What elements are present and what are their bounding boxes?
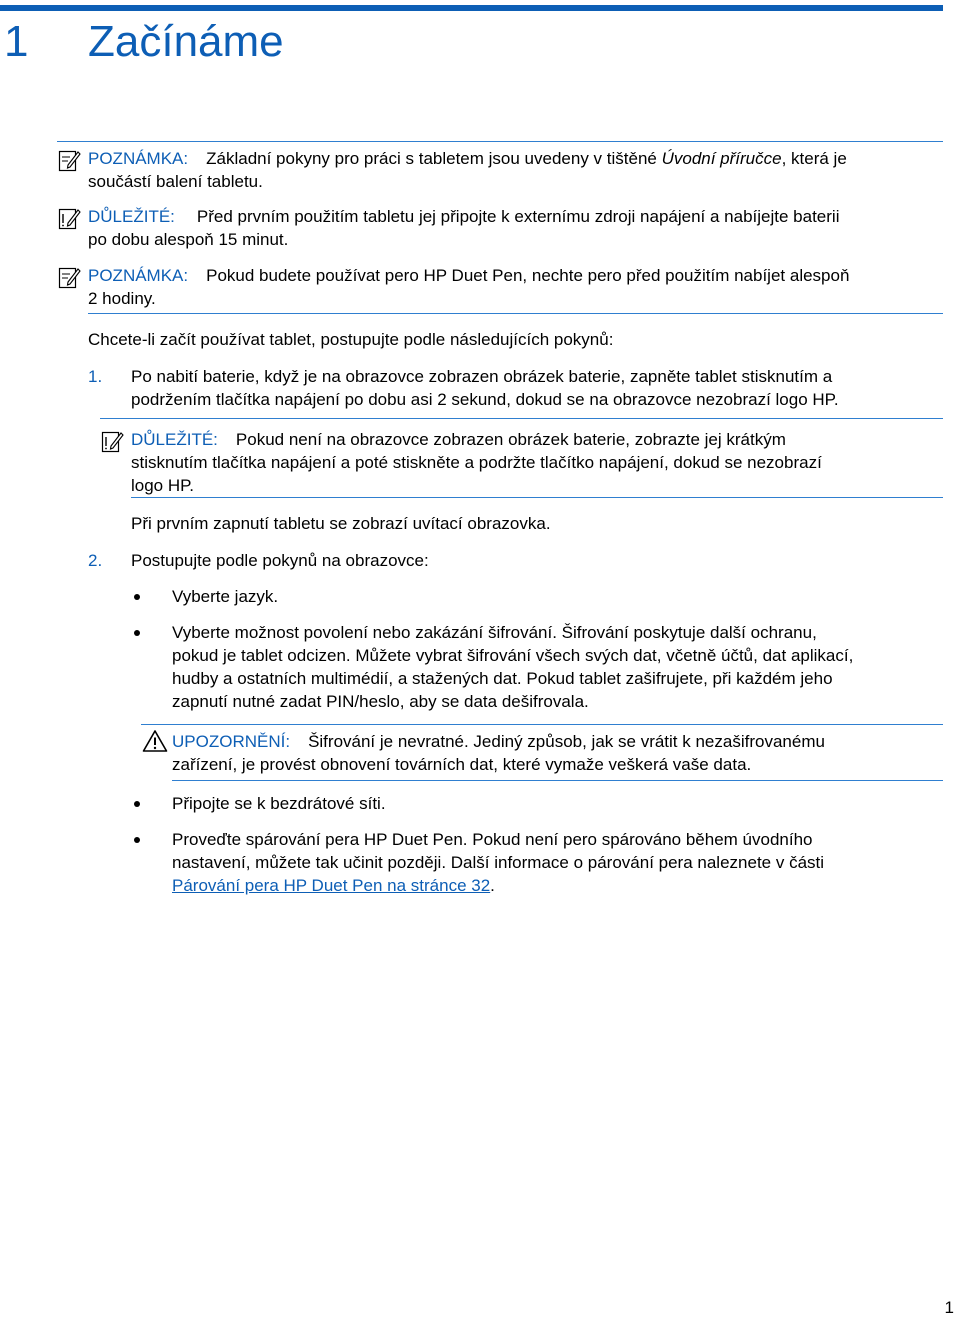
step-number: 1. bbox=[88, 367, 103, 386]
important-rule-bottom bbox=[131, 497, 943, 498]
bullet-text-line2: pokud je tablet odcizen. Můžete vybrat šifrování všech svých dat, včetně účtů, dat aplikací, bbox=[172, 646, 854, 665]
note-italic-text: Úvodní příručce bbox=[661, 149, 782, 168]
note-pencil-icon bbox=[57, 148, 81, 172]
important-text-line2: stisknutím tlačítka napájení a poté stiskněte a podržte tlačítko napájení, dokud se nezobrazí bbox=[131, 453, 822, 472]
note-rule-top bbox=[57, 141, 943, 142]
step-number: 2. bbox=[88, 551, 103, 570]
step-text-line2: podržením tlačítka napájení po dobu asi 2 sekund, dokud se na obrazovce nezobrazí logo HP. bbox=[131, 390, 839, 409]
bullet-text-line2: nastavení, můžete tak učinit později. Další informace o párování pera naleznete v části bbox=[172, 853, 825, 872]
chapter-number: 1 bbox=[4, 17, 29, 66]
note-pencil-icon bbox=[57, 265, 81, 289]
bullet-text: Připojte se k bezdrátové síti. bbox=[172, 794, 386, 813]
important-text-line2: po dobu alespoň 15 minut. bbox=[88, 230, 289, 249]
intro-text: Chcete-li začít používat tablet, postupujte podle následujících pokynů: bbox=[88, 330, 614, 349]
important-rule-top bbox=[100, 418, 943, 419]
step-important-note bbox=[100, 428, 943, 498]
caution-rule-top bbox=[141, 724, 943, 725]
bullet-text: Vyberte jazyk. bbox=[172, 587, 279, 606]
pairing-link[interactable]: Párování pera HP Duet Pen na stránce 32 bbox=[172, 876, 491, 895]
bullet-dot bbox=[134, 594, 140, 600]
chapter-top-bar bbox=[0, 5, 943, 11]
note-dulezite-1 bbox=[57, 205, 943, 253]
note-poznamka-2 bbox=[57, 264, 943, 312]
note-label: POZNÁMKA: bbox=[88, 149, 189, 168]
note-text: Základní pokyny pro práci s tabletem jsou uvedeny v tištěné bbox=[206, 149, 662, 168]
note-rule-bottom bbox=[88, 313, 943, 314]
step-after-text: Při prvním zapnutí tabletu se zobrazí uvítací obrazovka. bbox=[131, 514, 551, 533]
caution-text-line2: zařízení, je provést obnovení továrních dat, které vymaže veškerá vaše data. bbox=[172, 755, 752, 774]
note-text-line2: součástí balení tabletu. bbox=[88, 172, 263, 191]
caution-rule-bottom bbox=[172, 780, 943, 781]
warning-triangle-icon bbox=[142, 729, 168, 753]
caution-label: UPOZORNĚNÍ: bbox=[172, 732, 291, 751]
step-text: Postupujte podle pokynů na obrazovce: bbox=[131, 551, 429, 570]
important-label: DŮLEŽITÉ: bbox=[88, 207, 175, 226]
note-text-end: , která je bbox=[781, 149, 847, 168]
chapter-title: Začínáme bbox=[88, 17, 284, 66]
important-label: DŮLEŽITÉ: bbox=[131, 430, 218, 449]
note-pencil-icon bbox=[57, 206, 81, 230]
link-trailing-period: . bbox=[490, 876, 495, 895]
bullet-text: Vyberte možnost povolení nebo zakázání šifrování. Šifrování poskytuje další ochranu, bbox=[172, 623, 817, 642]
bullet-text-line4: zapnutí nutné zadat PIN/heslo, aby se data dešifrovala. bbox=[172, 692, 589, 711]
caution-text: Šifrování je nevratné. Jediný způsob, jak se vrátit k nezašifrovanému bbox=[308, 732, 825, 751]
note-pencil-icon bbox=[100, 429, 124, 453]
important-text: Před prvním použitím tabletu jej připojte k externímu zdroji napájení a nabíjejte baterii bbox=[196, 207, 840, 226]
note-poznamka-1 bbox=[57, 147, 943, 195]
bullet-text-line3: hudby a ostatních multimédií, a stažených dat. Pokud tablet zašifrujete, při každém jeho bbox=[172, 669, 833, 688]
note-text-line2: 2 hodiny. bbox=[88, 289, 156, 308]
bullet-dot bbox=[134, 630, 140, 636]
bullet-dot bbox=[134, 801, 140, 807]
note-text: Pokud budete používat pero HP Duet Pen, nechte pero před použitím nabíjet alespoň bbox=[206, 266, 850, 285]
step-text: Po nabití baterie, když je na obrazovce zobrazen obrázek baterie, zapněte tablet stisknutím a bbox=[131, 367, 833, 386]
note-label: POZNÁMKA: bbox=[88, 266, 189, 285]
important-text: Pokud není na obrazovce zobrazen obrázek baterie, zobrazte jej krátkým bbox=[235, 430, 786, 449]
page-number: 1 bbox=[944, 1298, 954, 1317]
bullet-text: Proveďte spárování pera HP Duet Pen. Pokud není pero spárováno během úvodního bbox=[172, 830, 813, 849]
chapter-heading bbox=[4, 12, 284, 72]
bullet-dot bbox=[134, 837, 140, 843]
important-text-line3: logo HP. bbox=[131, 476, 195, 495]
caution-note bbox=[172, 730, 825, 753]
bullet-text-line3 bbox=[172, 874, 495, 897]
